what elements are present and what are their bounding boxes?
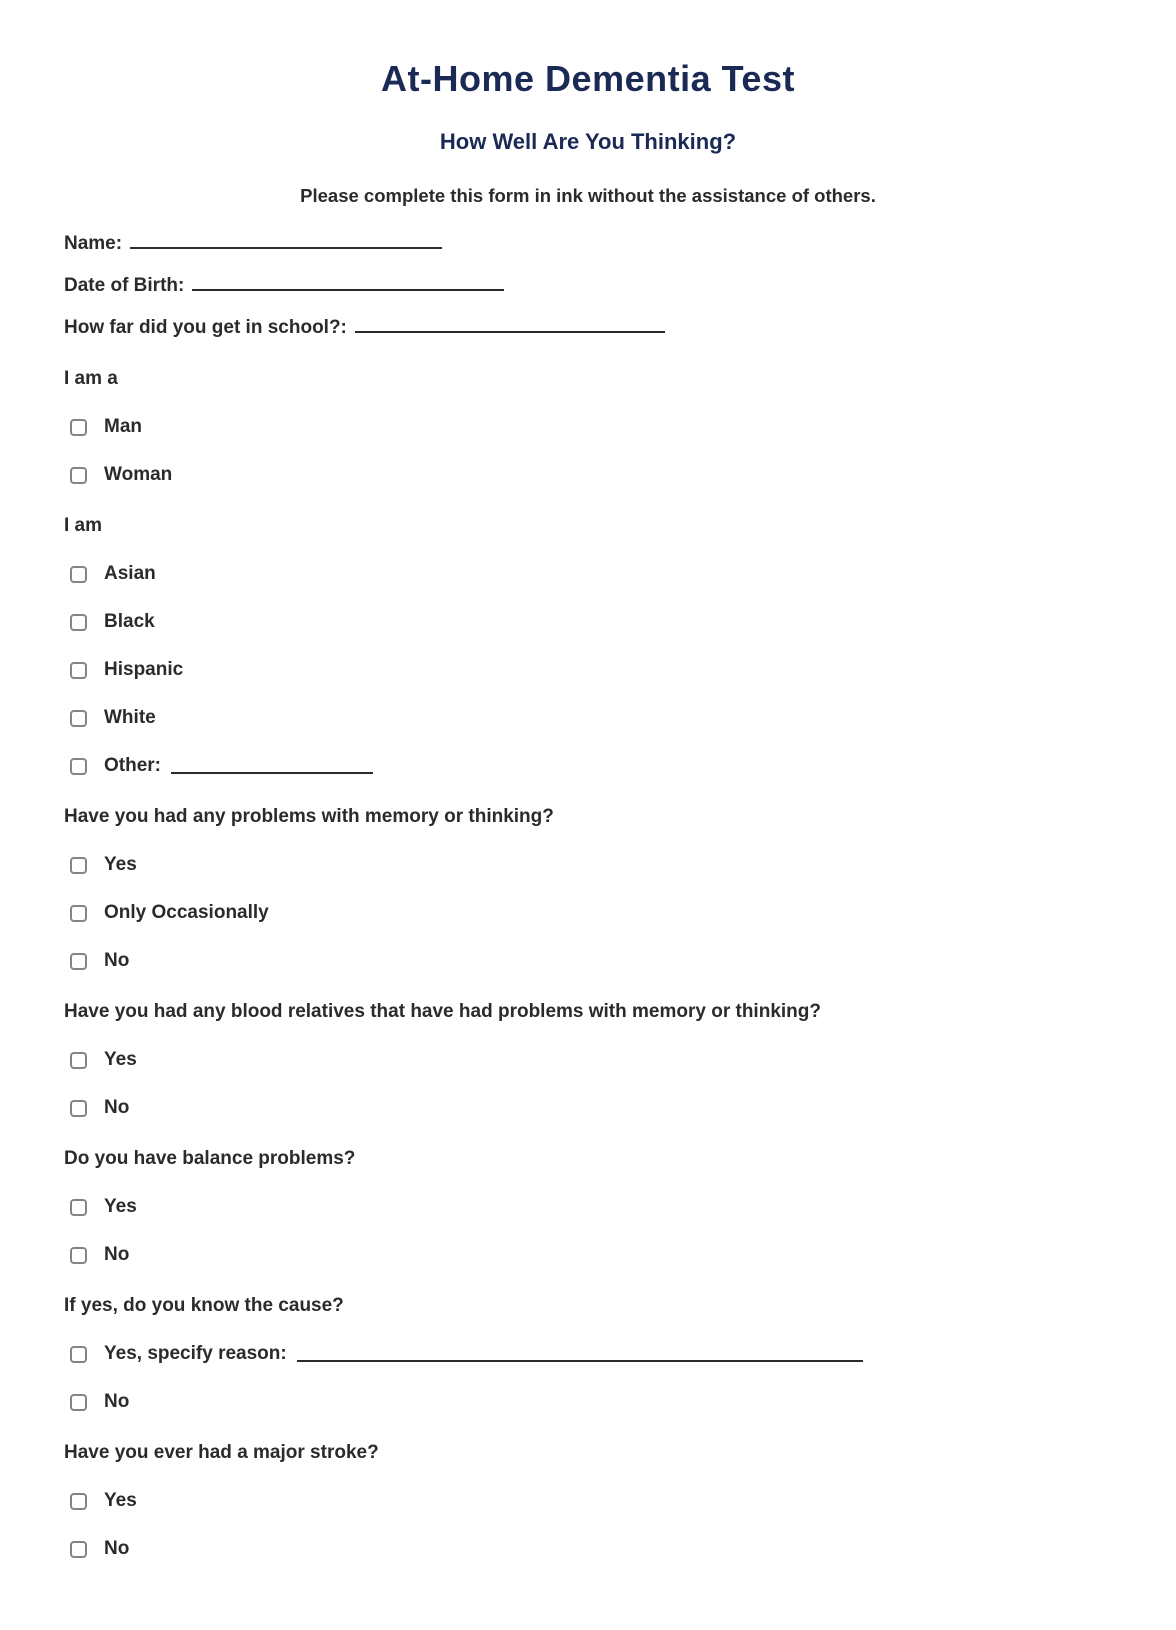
checkbox-option[interactable] [70, 707, 1112, 729]
option-label: Black [104, 611, 155, 633]
checkbox-icon[interactable] [70, 710, 87, 727]
checkbox-icon[interactable] [70, 1346, 87, 1363]
checkbox-icon[interactable] [70, 758, 87, 775]
checkbox-icon[interactable] [70, 1493, 87, 1510]
option-label: Other: [104, 755, 161, 777]
checkbox-option[interactable] [70, 854, 1112, 876]
checkbox-icon[interactable] [70, 662, 87, 679]
option-label: White [104, 707, 156, 729]
question-section [64, 1295, 1112, 1413]
checkbox-icon[interactable] [70, 905, 87, 922]
checkbox-icon[interactable] [70, 1394, 87, 1411]
fill-in-line[interactable] [171, 758, 373, 774]
fill-in-line[interactable] [130, 233, 442, 249]
question-text: I am a [64, 368, 118, 390]
text-field-row [64, 317, 1112, 339]
text-fields-group [64, 233, 1112, 339]
options-list [64, 563, 1112, 777]
checkbox-icon[interactable] [70, 614, 87, 631]
option-label: Hispanic [104, 659, 184, 681]
checkbox-option[interactable] [70, 1538, 1112, 1560]
checkbox-icon[interactable] [70, 857, 87, 874]
checkbox-icon[interactable] [70, 467, 87, 484]
checkbox-icon[interactable] [70, 566, 87, 583]
question-text: Have you had any blood relatives that have had problems with memory or thinking? [64, 1001, 821, 1023]
option-label: Woman [104, 464, 173, 486]
checkbox-option[interactable] [70, 1391, 1112, 1413]
option-label: Only Occasionally [104, 902, 269, 924]
options-list [64, 854, 1112, 972]
option-label: Asian [104, 563, 156, 585]
question-text: I am [64, 515, 103, 537]
field-label: How far did you get in school?: [64, 317, 347, 339]
option-label: No [104, 1391, 130, 1413]
field-label: Name: [64, 233, 123, 255]
option-label: Man [104, 416, 142, 438]
fill-in-line[interactable] [192, 275, 504, 291]
question-text: If yes, do you know the cause? [64, 1295, 344, 1317]
checkbox-icon[interactable] [70, 1247, 87, 1264]
checkbox-option[interactable] [70, 563, 1112, 585]
checkbox-option[interactable] [70, 1049, 1112, 1071]
field-label: Date of Birth: [64, 275, 185, 297]
checkbox-icon[interactable] [70, 953, 87, 970]
checkbox-option[interactable] [70, 611, 1112, 633]
checkbox-icon[interactable] [70, 1100, 87, 1117]
options-list [64, 416, 1112, 486]
checkbox-option[interactable] [70, 416, 1112, 438]
question-section [64, 1001, 1112, 1119]
checkbox-icon[interactable] [70, 419, 87, 436]
question-section [64, 1442, 1112, 1560]
fill-in-line[interactable] [355, 317, 665, 333]
options-list [64, 1196, 1112, 1266]
fill-in-line[interactable] [297, 1346, 863, 1362]
option-label: No [104, 1538, 130, 1560]
options-list [64, 1490, 1112, 1560]
page-subtitle: How Well Are You Thinking? [439, 129, 737, 155]
checkbox-option[interactable] [70, 464, 1112, 486]
options-list [64, 1343, 1112, 1413]
option-label: No [104, 950, 130, 972]
checkbox-icon[interactable] [70, 1052, 87, 1069]
checkbox-option[interactable] [70, 1490, 1112, 1512]
checkbox-option[interactable] [70, 1196, 1112, 1218]
text-field-row [64, 275, 1112, 297]
option-label: Yes [104, 1490, 137, 1512]
checkbox-option[interactable] [70, 1097, 1112, 1119]
instruction-text: Please complete this form in ink without the assistance of others. [300, 185, 876, 207]
question-section [64, 806, 1112, 972]
question-section [64, 515, 1112, 777]
option-label: No [104, 1097, 130, 1119]
question-text: Do you have balance problems? [64, 1148, 356, 1170]
checkbox-icon[interactable] [70, 1199, 87, 1216]
checkbox-option[interactable] [70, 1244, 1112, 1266]
page-title: At-Home Dementia Test [381, 58, 795, 99]
question-section [64, 1148, 1112, 1266]
checkbox-icon[interactable] [70, 1541, 87, 1558]
checkbox-option[interactable] [70, 755, 1112, 777]
question-text: Have you had any problems with memory or thinking? [64, 806, 554, 828]
checkbox-option[interactable] [70, 1343, 1112, 1365]
options-list [64, 1049, 1112, 1119]
option-label: Yes, specify reason: [104, 1343, 287, 1365]
text-field-row [64, 233, 1112, 255]
question-section [64, 368, 1112, 486]
option-label: Yes [104, 1049, 137, 1071]
option-label: No [104, 1244, 130, 1266]
checkbox-option[interactable] [70, 902, 1112, 924]
checkbox-option[interactable] [70, 659, 1112, 681]
option-label: Yes [104, 1196, 137, 1218]
question-sections [64, 368, 1112, 1560]
checkbox-option[interactable] [70, 950, 1112, 972]
option-label: Yes [104, 854, 137, 876]
question-text: Have you ever had a major stroke? [64, 1442, 379, 1464]
